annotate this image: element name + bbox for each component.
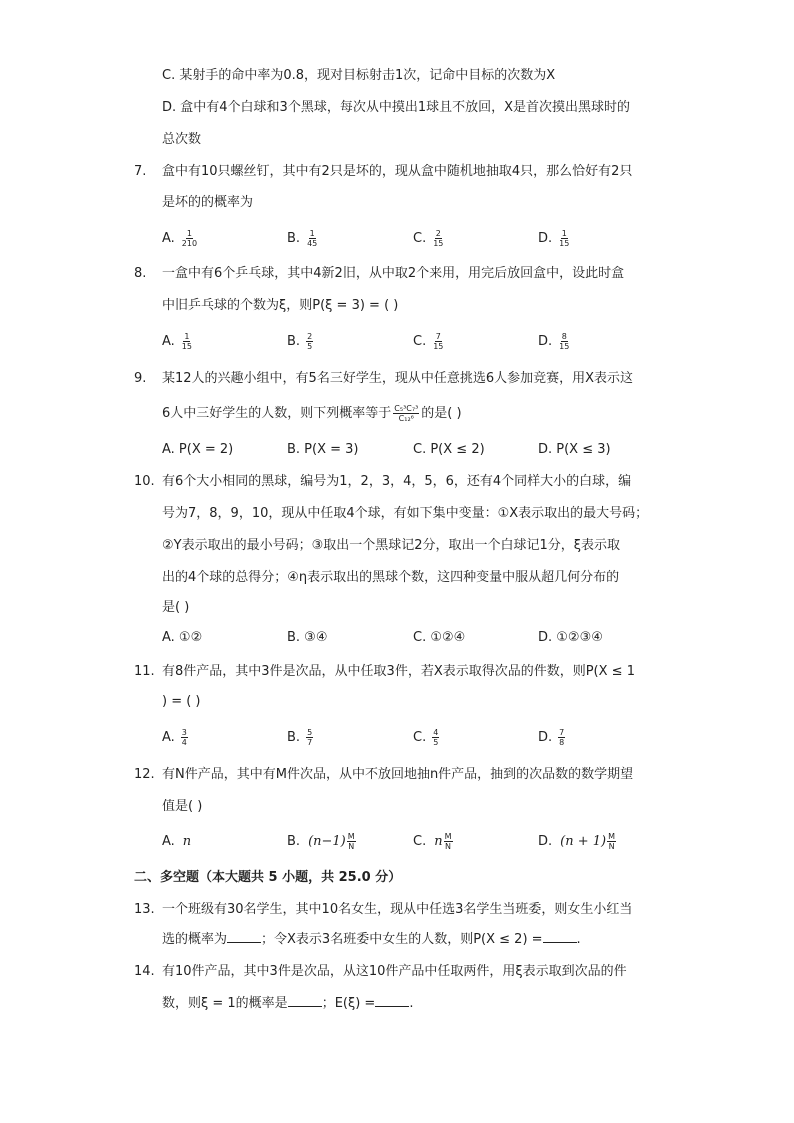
option-label: B. <box>287 231 301 246</box>
q10-stem-line5: 是( ) <box>162 600 190 615</box>
option-fraction <box>306 728 313 747</box>
q9-option-c: C. P(X ≤ 2) <box>413 442 485 457</box>
question-number: 12. <box>134 767 155 782</box>
q12-stem-line1: 有N件产品，其中有M件次品，从中不放回地抽n件产品，抽到的次品数的数学期望 <box>162 767 634 782</box>
option-expression: n <box>182 834 192 849</box>
fraction-numerator: M <box>444 832 452 841</box>
option-label: B. <box>287 834 301 849</box>
fraction-denominator: 15 <box>433 239 444 248</box>
answer-blank[interactable] <box>543 930 577 943</box>
fraction-numerator: 5 <box>307 728 313 737</box>
q12-option-b <box>287 832 356 852</box>
fraction-denominator: 5 <box>433 738 439 747</box>
q7-stem-line2: 是坏的的概率为 <box>162 195 254 210</box>
q7-option-c <box>413 229 444 249</box>
fraction-denominator: 8 <box>559 738 565 747</box>
q12-option-d <box>538 832 616 852</box>
fraction-numerator: M <box>608 832 616 841</box>
fraction-numerator: 1 <box>309 229 315 238</box>
option-label: D. <box>538 334 553 349</box>
q8-stem-line2: 中旧乒乓球的个数为ξ，则P(ξ = 3) = ( ) <box>162 298 399 313</box>
option-fraction <box>444 832 453 851</box>
q11-option-b <box>287 728 313 748</box>
q13-stem-line2 <box>162 930 581 950</box>
fraction-denominator: N <box>445 842 452 851</box>
q12-option-c <box>413 832 453 852</box>
q9-fraction <box>393 404 419 423</box>
fraction-denominator: 15 <box>433 342 444 351</box>
option-fraction <box>181 229 198 248</box>
q14-text-a: 数，则ξ = 1的概率是 <box>162 996 288 1011</box>
q10-stem-line4: 出的4个球的总得分；④η表示取出的黑球个数，这四种变量中服从超几何分布的 <box>162 570 620 585</box>
q10-option-d: D. ①②③④ <box>538 630 603 645</box>
option-expression: n <box>434 834 443 849</box>
fraction-denominator: 210 <box>181 239 198 248</box>
q11-option-a <box>162 728 188 748</box>
section-heading: 二、多空题（本大题共 5 小题，共 25.0 分） <box>134 870 402 885</box>
q8-option-b <box>287 332 313 352</box>
q13-text-a: 选的概率为 <box>162 932 228 947</box>
q8-option-a <box>162 332 193 352</box>
q9-option-a: A. P(X = 2) <box>162 442 234 457</box>
q13-text-b: ；令X表示3名班委中女生的人数，则P(X ≤ 2) = <box>261 932 543 947</box>
q10-stem-line1: 有6个大小相同的黑球，编号为1，2，3，4，5，6，还有4个同样大小的白球，编 <box>162 474 632 489</box>
question-number: 8. <box>134 266 147 281</box>
option-label: C. <box>413 231 427 246</box>
question-number: 9. <box>134 371 147 386</box>
fraction-denominator: 4 <box>181 738 187 747</box>
q7-option-a <box>162 229 198 249</box>
fraction-numerator: 1 <box>186 229 192 238</box>
option-fraction <box>181 332 193 351</box>
q10-stem-line2: 号为7，8，9，10，现从中任取4个球，有如下集中变量：①X表示取出的最大号码； <box>162 506 649 521</box>
fraction-numerator: 2 <box>435 229 441 238</box>
q6-option-c: C. 某射手的命中率为0.8，现对目标射击1次，记命中目标的次数为X <box>162 68 556 83</box>
q13-stem-line1: 一个班级有30名学生，其中10名女生，现从中任选3名学生当班委，则女生小红当 <box>162 902 633 917</box>
q9-fraction-denominator: C₁₂⁶ <box>398 414 414 423</box>
option-label: C. <box>413 730 427 745</box>
option-expression: (n−1) <box>308 834 346 849</box>
fraction-denominator: N <box>348 842 355 851</box>
fraction-numerator: 1 <box>184 332 190 341</box>
option-label: B. <box>287 730 301 745</box>
q9-stem-line2 <box>162 404 462 424</box>
q14-stem-line1: 有10件产品，其中3件是次品，从这10件产品中任取两件，用ξ表示取到次品的件 <box>162 964 627 979</box>
option-label: D. <box>538 834 553 849</box>
option-label: A. <box>162 334 175 349</box>
q9-stem-line1: 某12人的兴趣小组中，有5名三好学生，现从中任意挑选6人参加竞赛，用X表示这 <box>162 371 633 386</box>
fraction-denominator: 15 <box>181 342 192 351</box>
q9-stem-text-b: 的是( ) <box>421 406 462 421</box>
option-fraction <box>432 728 439 747</box>
q10-stem-line3: ②Y表示取出的最小号码；③取出一个黑球记2分，取出一个白球记1分，ξ表示取 <box>162 538 621 553</box>
q12-stem-line2: 值是( ) <box>162 799 203 814</box>
fraction-denominator: 15 <box>559 239 570 248</box>
q7-stem-line1: 盒中有10只螺丝钉，其中有2只是坏的，现从盒中随机地抽取4只，那么恰好有2只 <box>162 164 633 179</box>
fraction-numerator: 3 <box>181 728 187 737</box>
option-label: D. <box>538 730 553 745</box>
q14-stem-line2 <box>162 994 413 1014</box>
question-number: 10. <box>134 474 155 489</box>
q10-option-c: C. ①②④ <box>413 630 466 645</box>
option-fraction <box>181 728 188 747</box>
fraction-numerator: 1 <box>561 229 567 238</box>
q8-stem-line1: 一盒中有6个乒乓球，其中4新2旧，从中取2个来用，用完后放回盒中，设此时盒 <box>162 266 625 281</box>
q9-option-b: B. P(X = 3) <box>287 442 359 457</box>
fraction-denominator: N <box>608 842 615 851</box>
question-number: 7. <box>134 164 147 179</box>
q11-option-c <box>413 728 439 748</box>
q6-option-d-line2: 总次数 <box>162 132 202 147</box>
q9-option-d: D. P(X ≤ 3) <box>538 442 611 457</box>
option-label: C. <box>413 334 427 349</box>
q11-option-d <box>538 728 565 748</box>
option-fraction <box>558 332 570 351</box>
option-fraction <box>432 229 444 248</box>
option-label: B. <box>287 334 301 349</box>
option-fraction <box>607 832 616 851</box>
fraction-numerator: 8 <box>561 332 567 341</box>
q8-option-d <box>538 332 570 352</box>
q14-text-c: . <box>409 996 414 1011</box>
fraction-denominator: 45 <box>307 239 318 248</box>
fraction-denominator: 5 <box>307 342 313 351</box>
fraction-numerator: 7 <box>559 728 565 737</box>
q10-option-b: B. ③④ <box>287 630 328 645</box>
q7-option-b <box>287 229 318 249</box>
option-label: A. <box>162 730 175 745</box>
question-number: 14. <box>134 964 155 979</box>
answer-blank[interactable] <box>288 994 322 1007</box>
fraction-numerator: 2 <box>307 332 313 341</box>
option-fraction <box>558 229 570 248</box>
question-number: 13. <box>134 902 155 917</box>
option-label: D. <box>538 231 553 246</box>
q10-option-a: A. ①② <box>162 630 203 645</box>
answer-blank[interactable] <box>375 994 409 1007</box>
option-fraction <box>432 332 444 351</box>
q11-stem-line2: ) = ( ) <box>162 694 201 709</box>
fraction-numerator: M <box>347 832 355 841</box>
q9-stem-text-a: 6人中三好学生的人数，则下列概率等于 <box>162 406 392 421</box>
answer-blank[interactable] <box>227 930 261 943</box>
fraction-denominator: 15 <box>559 342 570 351</box>
option-fraction <box>306 229 318 248</box>
q9-fraction-numerator: C₅³C₇³ <box>394 404 419 413</box>
option-fraction <box>347 832 356 851</box>
option-label: A. <box>162 834 175 849</box>
q14-text-b: ；E(ξ) = <box>321 996 376 1011</box>
option-label: A. <box>162 231 175 246</box>
option-fraction <box>306 332 313 351</box>
fraction-denominator: 7 <box>307 738 313 747</box>
q7-option-d <box>538 229 570 249</box>
fraction-numerator: 4 <box>433 728 439 737</box>
option-fraction <box>558 728 565 747</box>
q6-option-d-line1: D. 盒中有4个白球和3个黑球，每次从中摸出1球且不放回，X是首次摸出黑球时的 <box>162 100 630 115</box>
fraction-numerator: 7 <box>435 332 441 341</box>
question-number: 11. <box>134 664 155 679</box>
option-label: C. <box>413 834 427 849</box>
q11-stem-line1: 有8件产品，其中3件是次品，从中任取3件，若X表示取得次品的件数，则P(X ≤ 1 <box>162 664 635 679</box>
option-expression: (n + 1) <box>560 834 607 849</box>
q8-option-c <box>413 332 444 352</box>
q13-text-c: . <box>576 932 581 947</box>
q12-option-a <box>162 832 191 852</box>
